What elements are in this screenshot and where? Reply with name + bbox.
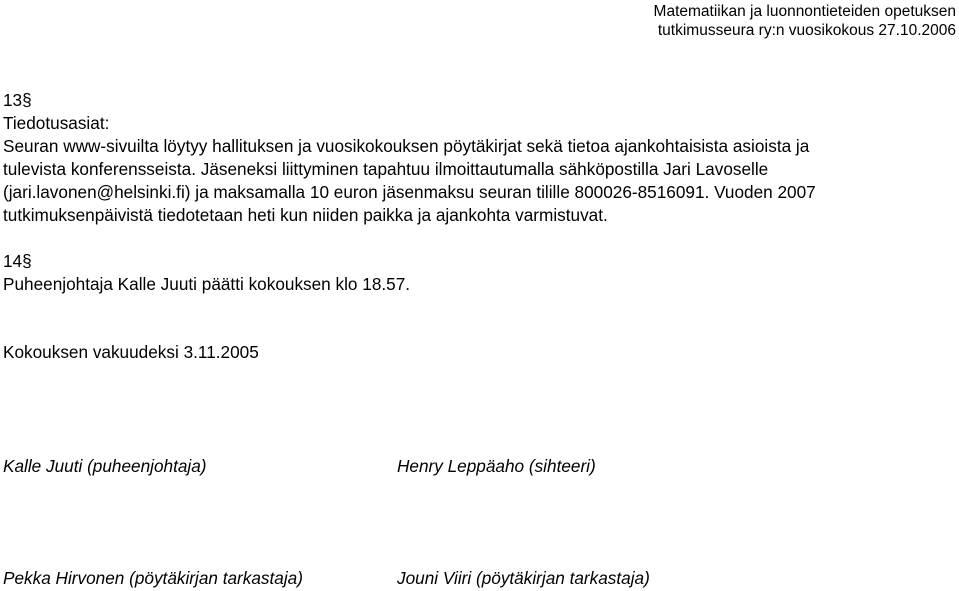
section-14-text: Puheenjohtaja Kalle Juuti päätti kokouksen klo 18.57. [3,274,411,294]
section-13-number: 13§ [3,90,32,110]
certification-text: Kokouksen vakuudeksi 3.11.2005 [3,342,259,362]
signature-secretary: Henry Leppäaho (sihteeri) [397,456,596,476]
section-13 [3,89,816,227]
signature-checker-2: Jouni Viiri (pöytäkirjan tarkastaja) [397,568,650,588]
document-header [654,2,956,40]
section-13-title: Tiedotusasiat: [3,113,110,133]
section-13-line-1: Seuran www-sivuilta löytyy hallituksen ja vuosikokouksen pöytäkirjat sekä tietoa ajankohtaisista asioista ja [3,136,810,156]
section-13-line-2: tulevista konferensseista. Jäseneksi liittyminen tapahtuu ilmoittautumalla sähköpostilla Jari Lavoselle [3,159,769,179]
section-14 [3,250,410,296]
header-line-2: tutkimusseura ry:n vuosikokous 27.10.2006 [657,22,956,39]
section-13-line-3: (jari.lavonen@helsinki.fi) ja maksamalla 10 euron jäsenmaksu seuran tilille 800026-8516091. Vuoden 2007 [3,182,816,202]
signature-checker-1: Pekka Hirvonen (pöytäkirjan tarkastaja) [3,568,303,588]
header-line-1: Matematiikan ja luonnontieteiden opetuksen [653,3,956,20]
section-14-number: 14§ [3,251,32,271]
signature-chair: Kalle Juuti (puheenjohtaja) [3,456,207,476]
section-13-line-4: tutkimuksenpäivistä tiedotetaan heti kun niiden paikka ja ajankohta varmistuvat. [3,205,608,225]
